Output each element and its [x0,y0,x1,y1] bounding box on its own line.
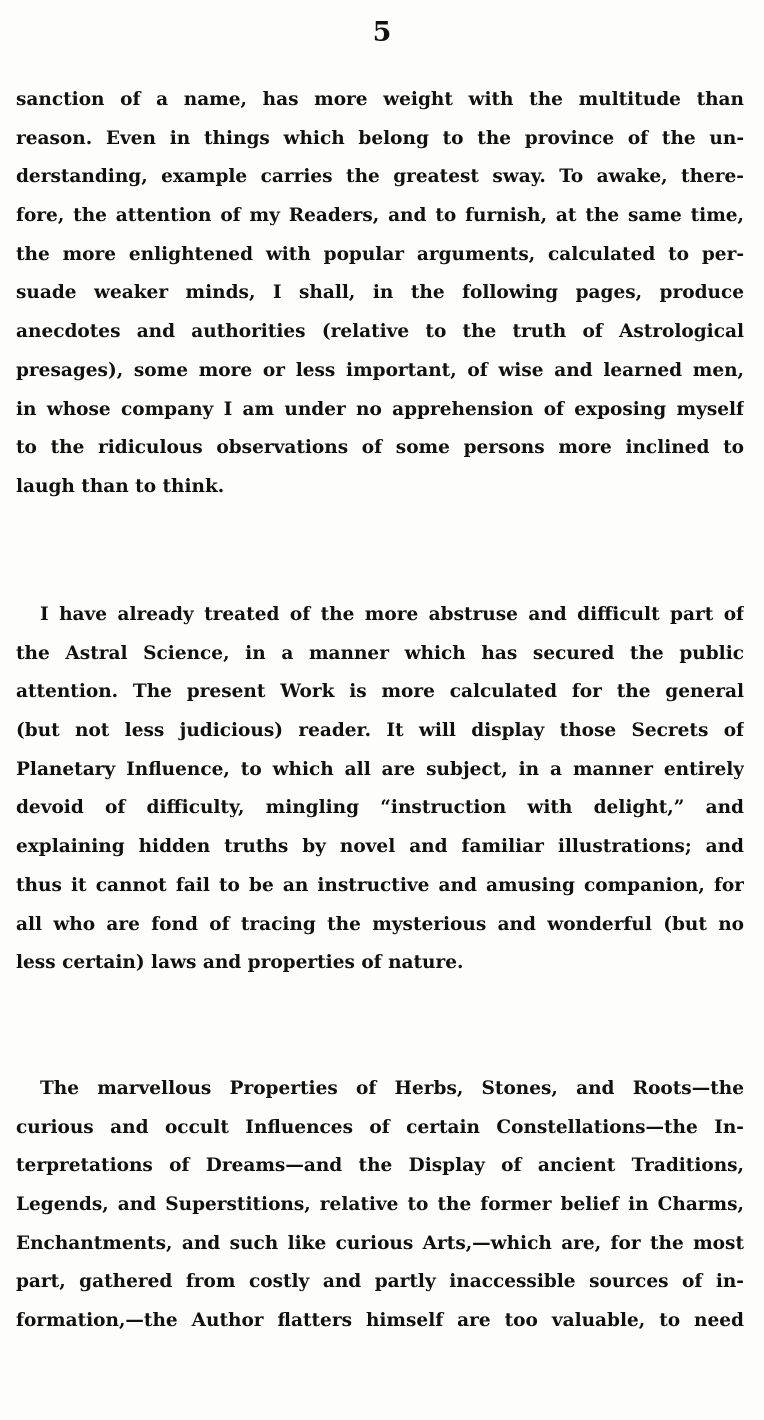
text-line: fore, the attention of my Readers, and to furnish, at the same time, [16,205,744,227]
text-line: less certain) laws and properties of nature. [16,952,464,974]
text-line: sanction of a name, has more weight with the multitude than [16,89,744,110]
text-line: I have already treated of the more abstruse and difficult part of [40,604,744,625]
text-line: (but not less judicious) reader. It will display those Secrets of [16,720,744,742]
text-line: thus it cannot fail to be an instructive and amusing companion, for [16,874,744,896]
text-line: Enchantments, and such like curious Arts,—which are, for the most [16,1232,744,1254]
text-line: the Astral Science, in a manner which has secured the public [16,642,744,664]
text-line: all who are fond of tracing the mysterious and wonderful (but no [16,913,744,935]
text-line: curious and occult Influences of certain Constellations—the In- [16,1116,744,1138]
text-line: Planetary Influence, to which all are subject, in a manner entirely [16,758,744,780]
text-line: formation,—the Author flatters himself are too valuable, to need [16,1310,744,1332]
paragraph-1 [16,81,744,507]
paragraph-2 [16,596,744,983]
text-line: anecdotes and authorities (relative to the truth of Astrological [16,321,744,343]
text-line: laugh than to think. [16,475,225,497]
text-line: the more enlightened with popular arguments, calculated to per- [16,243,744,265]
text-line: derstanding, example carries the greatest sway. To awake, there- [16,166,744,188]
text-line: explaining hidden truths by novel and familiar illustrations; and [16,836,744,858]
text-line: presages), some more or less important, of wise and learned men, [16,359,744,381]
text-line: to the ridiculous observations of some persons more inclined to [16,437,744,459]
page-number: 5 [372,17,392,48]
text-line: in whose company I am under no apprehension of exposing myself [16,398,744,420]
text-line: suade weaker minds, I shall, in the following pages, produce [16,282,744,304]
text-line: attention. The present Work is more calculated for the general [16,681,744,703]
paragraph-3 [16,1070,744,1341]
text-line: Legends, and Superstitions, relative to the former belief in Charms, [16,1194,744,1216]
text-line: The marvellous Properties of Herbs, Stones, and Roots—the [40,1078,744,1099]
text-line: part, gathered from costly and partly inaccessible sources of in- [16,1271,744,1293]
text-line: terpretations of Dreams—and the Display of ancient Traditions, [16,1155,744,1177]
text-line: devoid of difficulty, mingling “instruction with delight,” and [16,797,744,819]
text-line: reason. Even in things which belong to the province of the un- [16,127,744,149]
